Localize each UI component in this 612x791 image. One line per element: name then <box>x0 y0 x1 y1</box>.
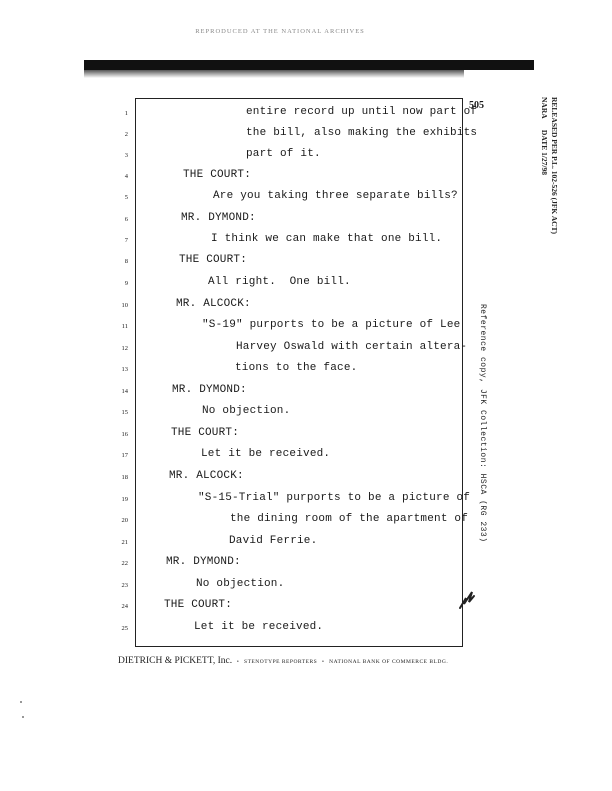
line-number: 7 <box>124 237 128 244</box>
release-stamp-date: DATE 1/27/98 <box>540 129 549 175</box>
transcript-line: "S-15-Trial" purports to be a picture of <box>198 492 471 504</box>
speaker-label: MR. ALCOCK: <box>176 298 251 310</box>
release-stamp-line1: RELEASED PER P.L. 102-526 (JFK ACT) <box>550 97 559 235</box>
line-number: 16 <box>121 431 128 438</box>
line-number: 4 <box>124 173 128 180</box>
speaker-label: THE COURT: <box>171 427 240 439</box>
line-number: 14 <box>121 388 128 395</box>
transcript-line: No objection. <box>196 578 285 590</box>
line-number: 15 <box>121 409 128 416</box>
speaker-label: MR. DYMOND: <box>181 212 256 224</box>
line-number: 9 <box>124 280 128 287</box>
transcript-line: "S-19" purports to be a picture of Lee <box>202 319 461 331</box>
line-number: 20 <box>121 517 128 524</box>
transcript-line: entire record up until now part of <box>246 106 478 118</box>
line-number: 5 <box>124 194 128 201</box>
line-number: 17 <box>121 452 128 459</box>
speaker-label: THE COURT: <box>179 254 248 266</box>
footer-address: NATIONAL BANK OF COMMERCE BLDG. <box>329 659 449 665</box>
line-number: 18 <box>121 474 128 481</box>
line-number: 13 <box>121 366 128 373</box>
line-number: 25 <box>121 625 128 632</box>
footer-separator: • <box>236 659 240 665</box>
transcript-line: Let it be received. <box>194 621 324 633</box>
line-number: 10 <box>121 302 128 309</box>
line-number: 11 <box>121 323 128 330</box>
line-number: 12 <box>121 345 128 352</box>
line-number: 8 <box>124 258 128 265</box>
release-stamp-line2 <box>539 97 549 247</box>
transcript-line: No objection. <box>202 405 291 417</box>
transcript-line: Harvey Oswald with certain altera- <box>236 341 468 353</box>
transcript-line: I think we can make that one bill. <box>211 233 443 245</box>
line-number: 24 <box>121 603 128 610</box>
release-stamp <box>535 97 559 247</box>
scan-speck <box>20 701 22 703</box>
speaker-label: MR. DYMOND: <box>166 556 241 568</box>
line-number: 6 <box>124 216 128 223</box>
transcript-line: the bill, also making the exhibits <box>246 127 478 139</box>
speaker-label: MR. ALCOCK: <box>169 470 244 482</box>
transcript-line: tions to the face. <box>235 362 358 374</box>
line-number: 3 <box>124 152 128 159</box>
scan-speck <box>22 716 24 718</box>
reporter-footer <box>118 656 478 666</box>
release-stamp-nara: NARA <box>540 97 549 119</box>
footer-firm: DIETRICH & PICKETT, Inc. <box>118 656 233 666</box>
line-number: 19 <box>121 496 128 503</box>
line-number: 22 <box>121 560 128 567</box>
speaker-label: THE COURT: <box>183 169 252 181</box>
transcript-line: Are you taking three separate bills? <box>213 190 458 202</box>
transcript-line: David Ferrie. <box>229 535 318 547</box>
transcript-line: All right. One bill. <box>208 276 351 288</box>
transcript-line: the dining room of the apartment of <box>230 513 469 525</box>
page-number: 505 <box>469 100 484 111</box>
archives-header-stamp: REPRODUCED AT THE NATIONAL ARCHIVES <box>195 28 365 35</box>
footer-role: STENOTYPE REPORTERS <box>244 659 318 665</box>
transcript-line: Let it be received. <box>201 448 331 460</box>
scan-top-bar <box>84 60 534 70</box>
line-number: 21 <box>121 539 128 546</box>
line-number: 23 <box>121 582 128 589</box>
footer-separator: • <box>321 659 325 665</box>
reference-copy-note: Reference copy, JFK Collection: HSCA (RG 233) <box>478 304 487 543</box>
speaker-label: THE COURT: <box>164 599 233 611</box>
line-number: 2 <box>124 131 128 138</box>
pen-mark-icon <box>456 584 478 612</box>
line-number: 1 <box>124 110 128 117</box>
transcript-line: part of it. <box>246 148 321 160</box>
speaker-label: MR. DYMOND: <box>172 384 247 396</box>
